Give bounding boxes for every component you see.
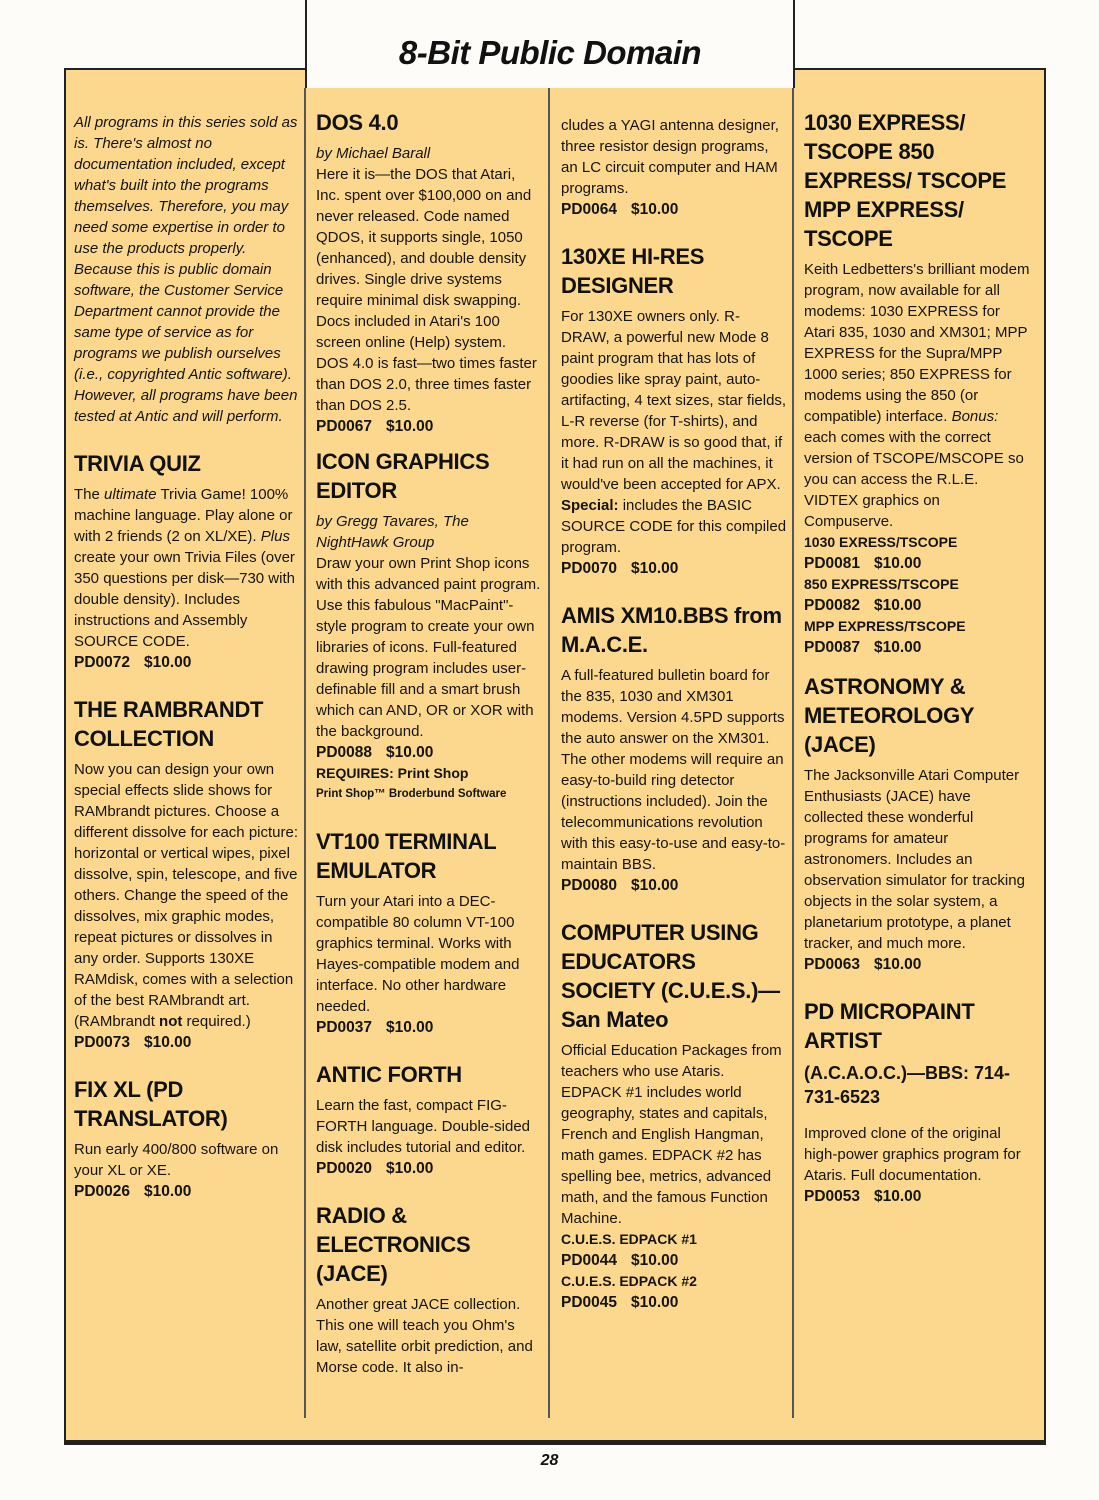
astronomy-description: The Jacksonville Atari Computer Enthusiasts (JACE) have collected these wonderful programs for amateur astronomers. Includes an observation simulator for tracking objects in the solar system, a planetarium prototype, a planet tracker, and much more.	[804, 767, 1025, 952]
antic-forth-price: PD0020 $10.00	[316, 1160, 434, 1177]
intro-text: All programs in this series sold as is. There's almost no documentation included, except what's built into the programs themselves. Therefore, you may need some expertise in order to use the products properly. Because this is public domain software, the Customer Service Department cannot provide the same type of service as for programs we publish ourselves (i.e., copyrighted Antic software). However, all programs have been tested at Antic and will perform.	[74, 114, 298, 425]
icon-editor-requires: REQUIRES: Print Shop	[316, 765, 469, 781]
vt100-price: PD0037 $10.00	[316, 1019, 434, 1036]
express-1030-label: 1030 EXRESS/TSCOPE	[804, 534, 958, 550]
icon-editor-price: PD0088 $10.00	[316, 744, 434, 761]
fix-xl-title: FIX XL (PD TRANSLATOR)	[74, 1077, 228, 1131]
rambrandt-title: THE RAMBRANDT COLLECTION	[74, 697, 264, 751]
hires-designer-description: For 130XE owners only. R-DRAW, a powerful new Mode 8 paint program that has lots of goodies like spray paint, auto-artifacting, 4 text sizes, star fields, L-R reverse (for T-shirts), and more. R-DRAW is so good that, if it had run on all the machines, it would've been accepted for APX.	[561, 308, 787, 493]
express-850-price: PD0082 $10.00	[804, 597, 922, 614]
header-tab	[305, 0, 795, 88]
trivia-quiz-price: PD0072 $10.00	[74, 654, 192, 671]
dos-title: DOS 4.0	[316, 110, 399, 135]
column-3	[561, 115, 787, 1313]
page-number: 28	[540, 1452, 559, 1469]
amis-bbs-price: PD0080 $10.00	[561, 877, 679, 894]
column-divider	[548, 88, 550, 1418]
column-1	[74, 112, 300, 1202]
express-description: Keith Ledbetters's brilliant modem program, now available for all modems: 1030 EXPRESS for Atari 835, 1030 and XM301; MPP EXPRESS for the Supra/MPP 1000 series; 850 EXPRESS for modems using the 850 (or compatible) interface. Bonus: each comes with the correct version of TSCOPE/MSCOPE so you can access the R.L.E. VIDTEX graphics on Compuserve.	[804, 261, 1030, 530]
micropaint-subtitle: (A.C.A.O.C.)—BBS: 714-731-6523	[804, 1063, 1011, 1107]
fix-xl-description: Run early 400/800 software on your XL or XE.	[74, 1141, 279, 1179]
antic-forth-title: ANTIC FORTH	[316, 1062, 462, 1087]
dos-description: Here it is—the DOS that Atari, Inc. spent over $100,000 on and never released. Code named QDOS, it supports single, 1050 (enhanced), and double density drives. Single drive systems require minimal disk swapping. Docs included in Atari's 100 screen online (Help) system. DOS 4.0 is fast—two times faster than DOS 2.0, three times faster than DOS 2.5.	[316, 166, 537, 414]
hires-designer-title: 130XE HI-RES DESIGNER	[561, 244, 705, 298]
cues-description: Official Education Packages from teachers who use Ataris. EDPACK #1 includes world geography, states and capitals, French and English Hangman, math games. EDPACK #2 has spelling bee, metrics, advanced math, and the famous Function Machine.	[561, 1042, 782, 1227]
radio-electronics-price: PD0064 $10.00	[561, 201, 679, 218]
vt100-description: Turn your Atari into a DEC-compatible 80 column VT-100 graphics terminal. Works with Hayes-compatible modem and interface. No other hardware needed.	[316, 893, 520, 1015]
trivia-quiz-title: TRIVIA QUIZ	[74, 451, 201, 476]
radio-electronics-continued: cludes a YAGI antenna designer, three resistor design programs, an LC circuit computer and HAM programs.	[561, 117, 779, 197]
fix-xl-price: PD0026 $10.00	[74, 1183, 192, 1200]
express-mpp-price: PD0087 $10.00	[804, 639, 922, 656]
column-2	[316, 108, 542, 1378]
trivia-quiz-description: The ultimate Trivia Game! 100% machine language. Play alone or with 2 friends (2 on XL/XE). Plus create your own Trivia Files (over 350 questions per disk—730 with double density). Includes instructions and Assembly SOURCE CODE.	[74, 486, 295, 650]
cues-edpack-1-price: PD0044 $10.00	[561, 1252, 679, 1269]
express-mpp-label: MPP EXPRESS/TSCOPE	[804, 618, 966, 634]
micropaint-title: PD MICROPAINT ARTIST	[804, 999, 975, 1053]
hires-designer-special: Special: includes the BASIC SOURCE CODE for this compiled program.	[561, 497, 787, 556]
express-title: 1030 EXPRESS/ TSCOPE 850 EXPRESS/ TSCOPE MPP EXPRESS/ TSCOPE	[804, 110, 1007, 251]
astronomy-price: PD0063 $10.00	[804, 956, 922, 973]
rambrandt-price: PD0073 $10.00	[74, 1034, 192, 1051]
antic-forth-description: Learn the fast, compact FIG-FORTH language. Double-sided disk includes tutorial and editor.	[316, 1097, 531, 1156]
hires-designer-price: PD0070 $10.00	[561, 560, 679, 577]
amis-bbs-description: A full-featured bulletin board for the 835, 1030 and XM301 modems. Version 4.5PD supports the auto answer on the XM301. The other modems will require an easy-to-build ring detector (instructions included). Join the telecommunications revolution with this easy-to-use and easy-to-maintain BBS.	[561, 667, 786, 873]
column-4	[804, 108, 1032, 1207]
cues-edpack-1-label: C.U.E.S. EDPACK #1	[561, 1231, 697, 1247]
micropaint-description: Improved clone of the original high-power graphics program for Ataris. Full documentation.	[804, 1125, 1021, 1184]
express-850-label: 850 EXPRESS/TSCOPE	[804, 576, 959, 592]
radio-electronics-title: RADIO & ELECTRONICS (JACE)	[316, 1203, 471, 1286]
cues-edpack-2-label: C.U.E.S. EDPACK #2	[561, 1273, 697, 1289]
radio-electronics-description: Another great JACE collection. This one will teach you Ohm's law, satellite orbit prediction, and Morse code. It also in-	[316, 1296, 533, 1376]
cues-edpack-2-price: PD0045 $10.00	[561, 1294, 679, 1311]
micropaint-price: PD0053 $10.00	[804, 1188, 922, 1205]
page-title: 8-Bit Public Domain	[398, 34, 702, 71]
dos-price: PD0067 $10.00	[316, 418, 434, 435]
amis-bbs-title: AMIS XM10.BBS from M.A.C.E.	[561, 603, 782, 657]
astronomy-title: ASTRONOMY & METEOROLOGY (JACE)	[804, 674, 974, 757]
column-divider	[792, 88, 794, 1418]
vt100-title: VT100 TERMINAL EMULATOR	[316, 829, 496, 883]
bottom-rule	[64, 1440, 1046, 1445]
icon-editor-trademark: Print Shop™ Broderbund Software	[316, 788, 507, 800]
icon-editor-description: Draw your own Print Shop icons with this advanced paint program. Use this fabulous "MacPaint"-style program to create your own libraries of icons. Full-featured drawing program includes user-definable fill and a smart brush which can AND, OR or XOR with the background.	[316, 555, 541, 740]
dos-byline: by Michael Barall	[316, 145, 431, 162]
rambrandt-description: Now you can design your own special effects slide shows for RAMbrandt pictures. Choose a different dissolve for each picture: horizontal or vertical wipes, pixel dissolve, spin, telescope, and five others. Change the speed of the dissolves, mix graphic modes, repeat pictures or dissolves in any order. Supports 130XE RAMdisk, comes with a selection of the best RAMbrandt art. (RAMbrandt not required.)	[74, 761, 299, 1030]
icon-editor-byline: by Gregg Tavares, The NightHawk Group	[316, 513, 469, 551]
icon-editor-title: ICON GRAPHICS EDITOR	[316, 449, 490, 503]
cues-title: COMPUTER USING EDUCATORS SOCIETY (C.U.E.S.)—San Mateo	[561, 920, 780, 1032]
column-divider	[304, 88, 306, 1418]
express-1030-price: PD0081 $10.00	[804, 555, 922, 572]
